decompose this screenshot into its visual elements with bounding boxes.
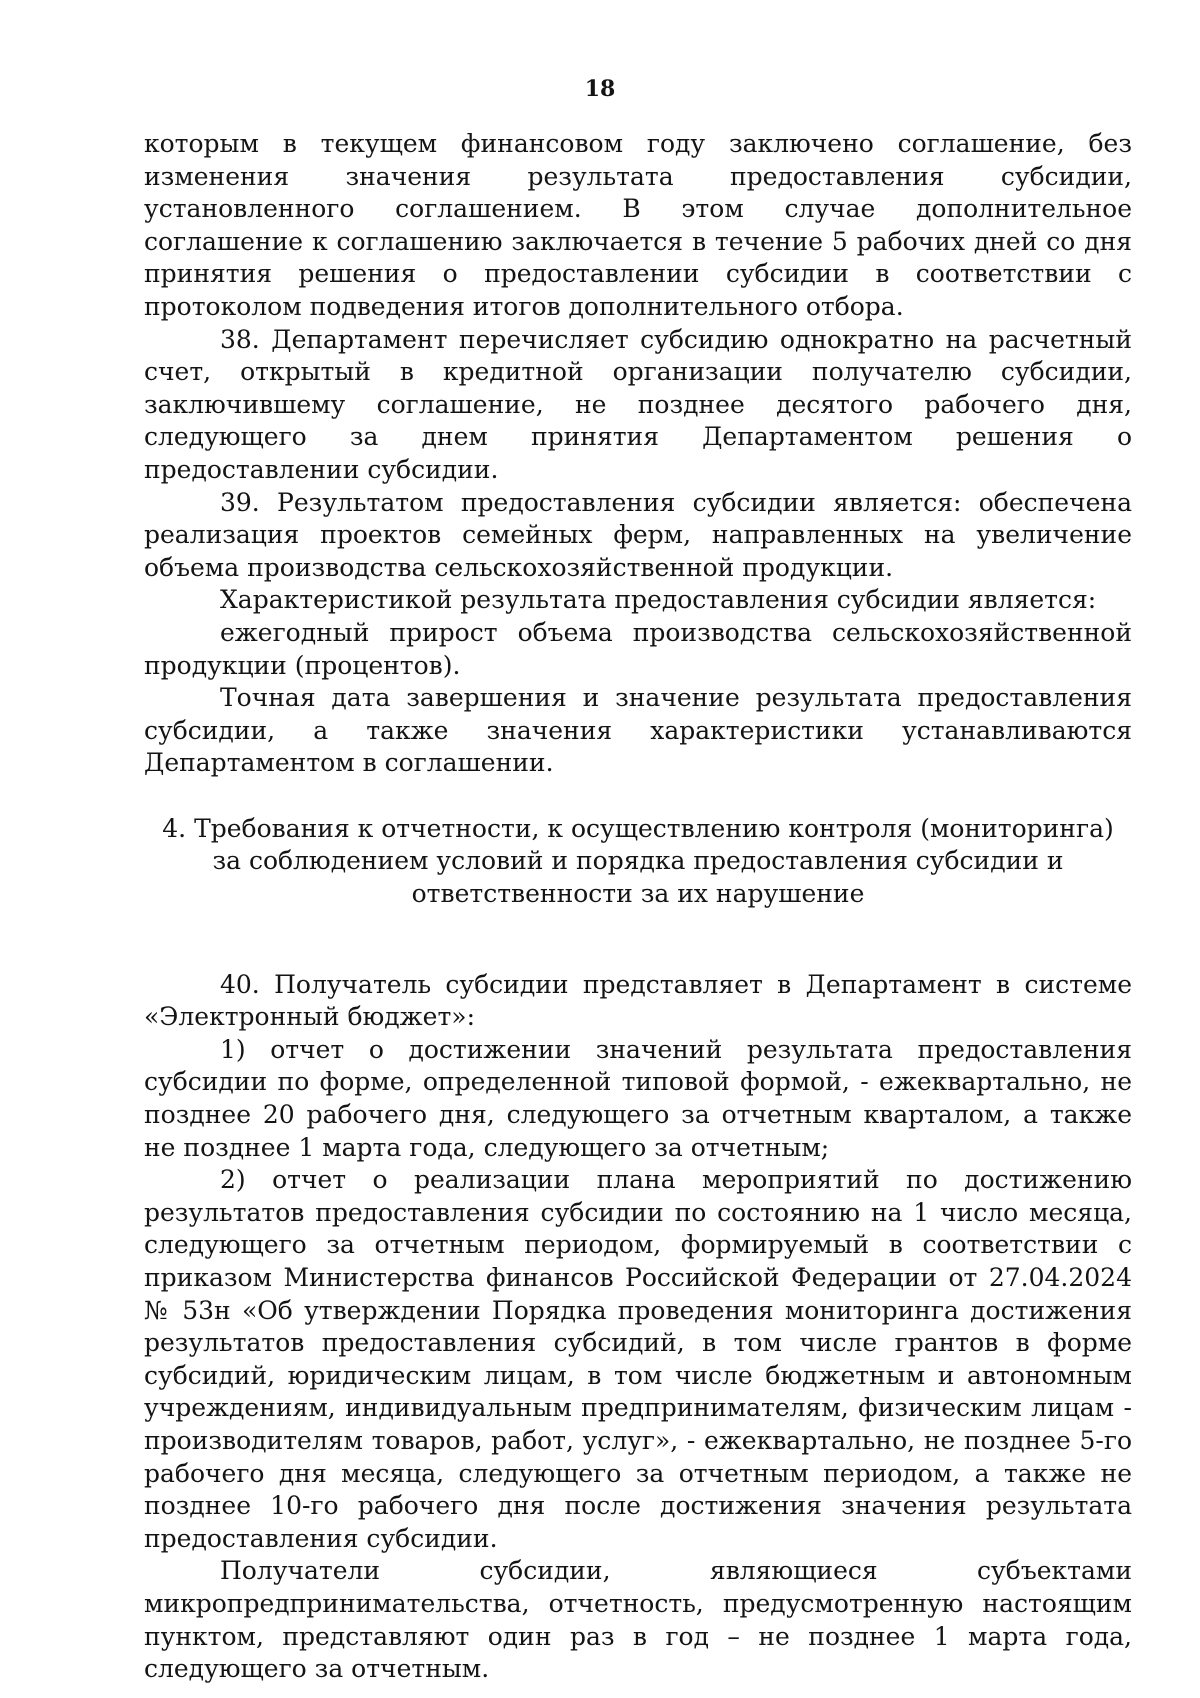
paragraph-39-growth: ежегодный прирост объема производства сельскохозяйственной продукции (процентов). xyxy=(144,617,1132,680)
paragraph-40-item-2: 2) отчет о реализации плана мероприятий по достижению результатов предоставления субсидии по состоянию на 1 число месяца, следующего за отчетным периодом, формируемый в соответствии с приказом Министерства финансов Российской Федерации от 27.04.2024 № 53н «Об утверждении Порядка проведения мониторинга достижения результатов предоставления субсидий, в том числе грантов в форме субсидий, юридическим лицам, в том числе бюджетным и автономным учреждениям, индивидуальным предпринимателям, физическим лицам - производителям товаров, работ, услуг», - ежеквартально, не позднее 5-го рабочего дня месяца, следующего за отчетным периодом, а также не позднее 10-го рабочего дня после достижения значения результата предоставления субсидии. xyxy=(144,1165,1132,1553)
paragraph-40-item-1: 1) отчет о достижении значений результата предоставления субсидии по форме, определенной типовой формой, - ежеквартально, не позднее 20 рабочего дня, следующего за отчетным кварталом, а также не позднее 1 марта года, следующего за отчетным; xyxy=(144,1034,1132,1162)
paragraph-40: 40. Получатель субсидии представляет в Департамент в системе «Электронный бюджет»: xyxy=(144,969,1132,1032)
section-4-heading: 4. Требования к отчетности, к осуществлению контроля (мониторинга) за соблюдением условий и порядка предоставления субсидии и ответственности за их нарушение xyxy=(162,813,1114,909)
paragraph-39-characteristic: Характеристикой результата предоставления субсидии является: xyxy=(220,585,1097,615)
paragraph-39: 39. Результатом предоставления субсидии является: обеспечена реализация проектов семейных ферм, направленных на увеличение объема производства сельскохозяйственной продукции. xyxy=(144,487,1132,582)
page-number: 18 xyxy=(584,76,616,102)
paragraph-38: 38. Департамент перечисляет субсидию однократно на расчетный счет, открытый в кредитной организации получателю субсидии, заключившему соглашение, не позднее десятого рабочего дня, следующего за днем принятия Департаментом решения о предоставлении субсидии. xyxy=(144,324,1132,484)
paragraph-continuation: которым в текущем финансовом году заключено соглашение, без изменения значения результата предоставления субсидии, установленного соглашением. В этом случае дополнительное соглашение к соглашению заключается в течение 5 рабочих дней со дня принятия решения о предоставлении субсидии в соответствии с протоколом подведения итогов дополнительного отбора. xyxy=(144,129,1132,321)
paragraph-40-micro: Получатели субсидии, являющиеся субъектами микропредпринимательства, отчетность, предусмотренную настоящим пунктом, представляют один раз в год – не позднее 1 марта года, следующего за отчетным. xyxy=(144,1556,1132,1684)
document-body xyxy=(144,128,1132,1686)
paragraph-39-date: Точная дата завершения и значение результата предоставления субсидии, а также значения характеристики устанавливаются Департаментом в соглашении. xyxy=(144,683,1132,778)
